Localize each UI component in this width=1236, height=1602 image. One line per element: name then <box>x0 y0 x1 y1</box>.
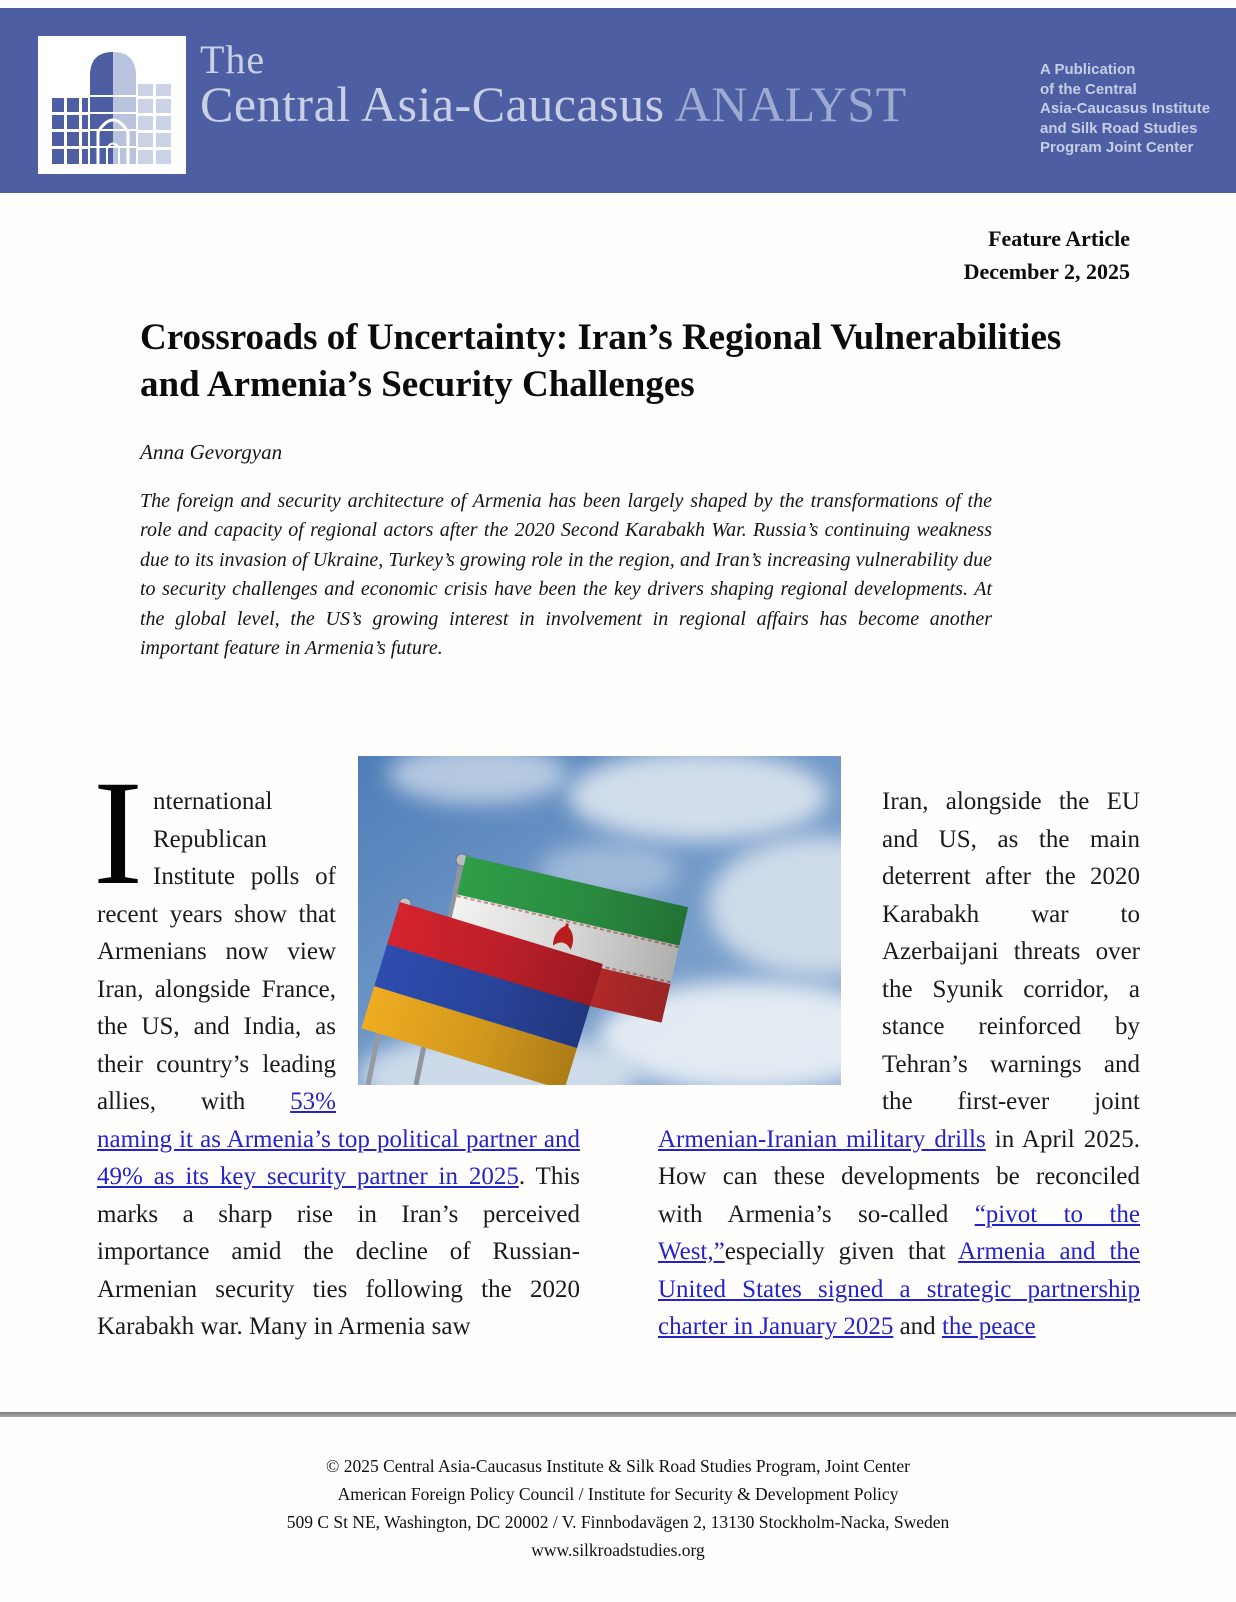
footer-addresses: 509 C St NE, Washington, DC 20002 / V. Finnbodavägen 2, 13130 Stockholm-Nacka, Sweden <box>286 1512 950 1532</box>
article-kicker: Feature Article <box>988 226 1130 251</box>
body-text: and <box>893 1313 942 1340</box>
article-author: Anna Gevorgyan <box>140 440 283 464</box>
masthead-name <box>200 78 907 130</box>
link-pivot-to-west[interactable]: “pivot to the West,” <box>658 1200 1140 1265</box>
footer-orgs: American Foreign Policy Council / Institute for Security & Development Policy <box>337 1484 899 1504</box>
footer-divider <box>0 1412 1236 1417</box>
footer-copyright: © 2025 Central Asia-Caucasus Institute & Silk Road Studies Program, Joint Center <box>326 1456 910 1476</box>
body-text: in April 2025. How can these developments be reconciled with Armenia’s so-called <box>658 1125 1140 1228</box>
masthead-name-main: Central Asia-Caucasus <box>200 76 675 132</box>
publication-note <box>1040 60 1210 158</box>
publication-note-line: Program Joint Center <box>1040 139 1194 156</box>
link-military-drills[interactable]: Armenian-Iranian military drills <box>658 1125 986 1153</box>
link-partnership-charter[interactable]: Armenia and the United States signed a strategic partnership charter in January 2025 <box>658 1238 1140 1340</box>
masthead-banner <box>0 8 1236 193</box>
publication-note-line: A Publication <box>1040 61 1136 78</box>
publication-note-line: and Silk Road Studies <box>1040 119 1198 137</box>
body-text: . This marks a sharp rise in Iran’s perceived importance amid the decline of Russian-Armenian security ties following the 2020 Karabakh war. Many in Armenia saw <box>97 1163 580 1340</box>
link-iri-poll[interactable]: 53% naming it as Armenia’s top political partner and 49% as its key security partner in 2025 <box>97 1088 580 1190</box>
institute-logo <box>38 36 186 174</box>
article-body <box>93 750 1140 1357</box>
link-the-peace[interactable]: the peace <box>941 1313 1036 1340</box>
page-footer <box>0 1452 1236 1564</box>
flags-photo <box>358 756 841 1085</box>
masthead-title <box>200 38 907 130</box>
body-text: Iran, alongside the EU and US, as the main deterrent after the 2020 Karabakh war to Azerbaijani threats over the Syunik corridor, a stance reinforced by Tehran’s warnings and the first-ever joint <box>882 788 1140 1115</box>
iran-armenia-flags-image <box>358 756 841 1085</box>
publication-note-line: of the Central <box>1040 80 1137 98</box>
publication-note-line: Asia-Caucasus Institute <box>1040 100 1211 117</box>
article-abstract: The foreign and security architecture of Armenia has been largely shaped by the transformations of the role and capacity of regional actors after the 2020 Second Karabakh War. Russia’s continuing weakness due to its invasion of Ukraine, Turkey’s growing role in the region, and Iran’s increasing vulnerability due to security challenges and economic crisis have been the key drivers shaping regional developments. At the global level, the US’s growing interest in involvement in regional affairs has become another important feature in Armenia’s future. <box>140 490 992 660</box>
masthead-the: The <box>200 37 266 82</box>
building-logo-icon <box>38 36 186 174</box>
body-text: especially given that <box>724 1238 959 1265</box>
drop-cap: I <box>93 750 143 916</box>
article-meta <box>700 222 1130 288</box>
body-text: nternational Republican Institute polls of recent years show that Armenians now view Iran, alongside France, the US, and India, as their country’s leading allies, with <box>97 788 336 1115</box>
article-date: December 2, 2025 <box>963 259 1130 284</box>
footer-website: www.silkroadstudies.org <box>531 1540 705 1560</box>
masthead-analyst: ANALYST <box>674 76 907 132</box>
article-title: Crossroads of Uncertainty: Iran’s Regional Vulnerabilities and Armenia’s Security Challenges <box>140 317 1062 405</box>
